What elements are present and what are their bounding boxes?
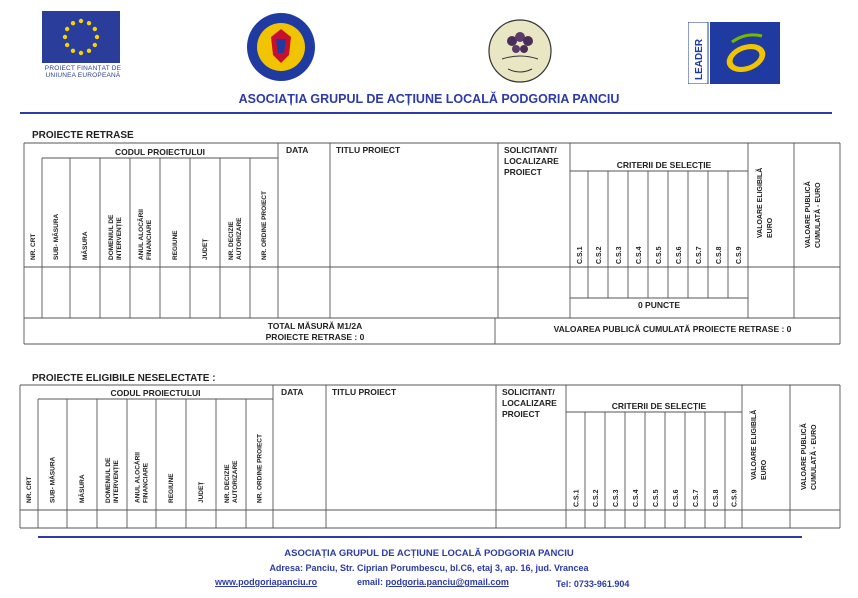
valoarea-publica-cumulata: VALOAREA PUBLICĂ CUMULATĂ PROIECTE RETRASE : 0 bbox=[553, 324, 792, 334]
vertical-header-7-b: AUTORIZARE bbox=[236, 217, 243, 260]
valoare-eligibila-unit: EURO bbox=[767, 217, 774, 238]
vertical-header-2: MĂSURA bbox=[79, 474, 86, 503]
cs-header-4: C.S.4 bbox=[633, 489, 640, 507]
vertical-header-7-a: NR. DECIZIE bbox=[228, 221, 235, 260]
footer-phone: Tel: 0733-961.904 bbox=[556, 579, 630, 589]
solicitant-header-1: LOCALIZARE bbox=[504, 156, 559, 166]
solicitant-header-1: LOCALIZARE bbox=[502, 398, 557, 408]
total-proiecte-retrase: PROIECTE RETRASE : 0 bbox=[265, 332, 365, 342]
vertical-header-3-b: INTERVENȚIE bbox=[116, 217, 123, 260]
codul-proiectului-header: CODUL PROIECTULUI bbox=[110, 388, 201, 398]
puncte-total: 0 PUNCTE bbox=[637, 300, 681, 310]
cs-header-2: C.S.2 bbox=[593, 489, 600, 507]
solicitant-header-0: SOLICITANT/ bbox=[504, 145, 557, 155]
vertical-header-3-a: DOMENIUL DE bbox=[108, 214, 115, 260]
vertical-header-5: REGIUNE bbox=[172, 230, 179, 260]
vertical-header-6: JUDEȚ bbox=[202, 238, 209, 260]
vertical-header-3-a: DOMENIUL DE bbox=[105, 457, 112, 503]
cs-header-8: C.S.8 bbox=[716, 246, 723, 264]
cs-header-6: C.S.6 bbox=[676, 246, 683, 264]
section-title-retrase: PROIECTE RETRASE bbox=[32, 130, 134, 141]
cs-header-8: C.S.8 bbox=[713, 489, 720, 507]
section-title-neselectate: PROIECTE ELIGIBILE NESELECTATE : bbox=[32, 373, 216, 384]
codul-proiectului-header: CODUL PROIECTULUI bbox=[114, 147, 206, 157]
vertical-header-6: JUDEȚ bbox=[198, 481, 205, 503]
vertical-header-7-a: NR. DECIZIE bbox=[224, 464, 231, 503]
cs-header-5: C.S.5 bbox=[653, 489, 660, 507]
cs-header-3: C.S.3 bbox=[616, 246, 623, 264]
solicitant-header-2: PROIECT bbox=[502, 409, 540, 419]
cs-header-3: C.S.3 bbox=[613, 489, 620, 507]
cs-header-4: C.S.4 bbox=[636, 246, 643, 264]
vertical-header-4-b: FINANCIARE bbox=[146, 219, 153, 260]
footer-address: Adresa: Panciu, Str. Ciprian Porumbescu, bl.C6, etaj 3, ap. 16, jud. Vrancea bbox=[269, 563, 589, 573]
vertical-header-0: NR. CRT bbox=[30, 233, 37, 260]
cs-header-2: C.S.2 bbox=[596, 246, 603, 264]
email-label: email: bbox=[357, 577, 384, 587]
vertical-header-8: NR. ORDINE PROIECT bbox=[261, 191, 268, 260]
valoare-eligibila-unit: EURO bbox=[761, 459, 768, 480]
data-header: DATA bbox=[286, 145, 309, 155]
vertical-header-4-a: ANUL ALOCĂRII bbox=[138, 209, 145, 260]
vertical-header-2: MĂSURA bbox=[82, 231, 89, 260]
footer-divider bbox=[38, 536, 802, 538]
vertical-header-8: NR. ORDINE PROIECT bbox=[256, 434, 264, 503]
criterii-selectie-header: CRITERII DE SELECȚIE bbox=[616, 160, 712, 170]
criterii-selectie-header: CRITERII DE SELECȚIE bbox=[611, 401, 707, 411]
vertical-header-0: NR. CRT bbox=[26, 476, 33, 503]
cs-header-5: C.S.5 bbox=[656, 246, 663, 264]
cs-header-6: C.S.6 bbox=[673, 489, 680, 507]
cs-header-7: C.S.7 bbox=[693, 489, 700, 507]
valoare-publica-unit: CUMULATĂ - EURO bbox=[811, 424, 818, 490]
solicitant-header-0: SOLICITANT/ bbox=[502, 387, 555, 397]
organization-title: ASOCIAȚIA GRUPUL DE ACȚIUNE LOCALĂ PODGORIA PANCIU bbox=[238, 92, 620, 106]
solicitant-header-2: PROIECT bbox=[504, 167, 542, 177]
valoare-eligibila-header: VALOARE ELIGIBILĂ bbox=[751, 409, 758, 480]
email-link[interactable]: podgoria.panciu@gmail.com bbox=[385, 577, 509, 587]
footer-org: ASOCIAȚIA GRUPUL DE ACȚIUNE LOCALĂ PODGORIA PANCIU bbox=[284, 548, 574, 559]
data-header: DATA bbox=[281, 387, 304, 397]
cs-header-1: C.S.1 bbox=[577, 246, 584, 264]
eu-caption: PROIECT FINANȚAT DE UNIUNEA EUROPEANĂ bbox=[44, 65, 122, 79]
cs-header-1: C.S.1 bbox=[573, 489, 581, 507]
vertical-header-7-b: AUTORIZARE bbox=[232, 460, 239, 503]
vertical-header-1: SUB- MĂSURA bbox=[49, 456, 57, 503]
valoare-publica-unit: CUMULATĂ - EURO bbox=[815, 182, 822, 248]
valoare-publica-header: VALOARE PUBLICĂ bbox=[805, 181, 812, 248]
vertical-header-4-a: ANUL ALOCĂRII bbox=[134, 452, 142, 503]
vertical-header-5: REGIUNE bbox=[168, 473, 175, 503]
vertical-header-3-b: INTERVENȚIE bbox=[113, 460, 120, 503]
website-link[interactable]: www.podgoriapanciu.ro bbox=[215, 577, 318, 587]
cs-header-9: C.S.9 bbox=[736, 246, 743, 264]
svg-text:LEADER: LEADER bbox=[694, 38, 705, 80]
vertical-header-1: SUB- MĂSURA bbox=[53, 213, 60, 260]
total-masura: TOTAL MĂSURĂ M1/2A bbox=[267, 321, 363, 331]
cs-header-7: C.S.7 bbox=[696, 246, 703, 264]
titlu-proiect-header: TITLU PROIECT bbox=[336, 145, 401, 155]
valoare-eligibila-header: VALOARE ELIGIBILĂ bbox=[757, 167, 764, 238]
cs-header-9: C.S.9 bbox=[731, 489, 739, 507]
valoare-publica-header: VALOARE PUBLICĂ bbox=[801, 423, 808, 490]
titlu-proiect-header: TITLU PROIECT bbox=[332, 387, 397, 397]
vertical-header-4-b: FINANCIARE bbox=[142, 462, 150, 503]
